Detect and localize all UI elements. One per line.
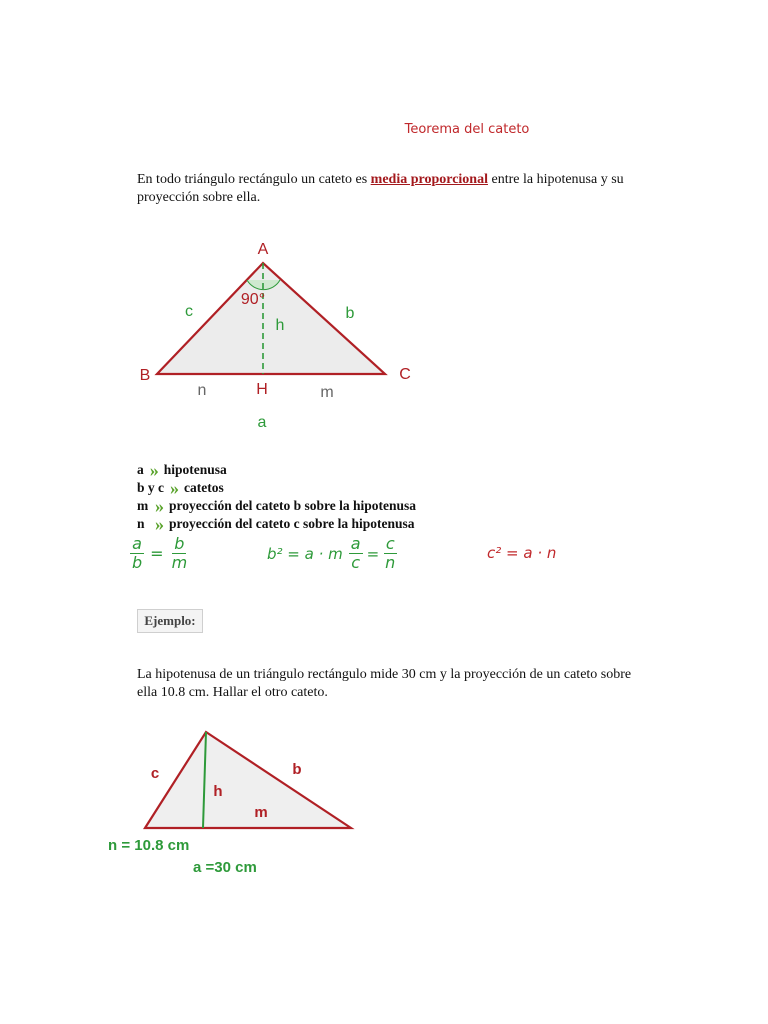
example-height-h-label: h <box>213 783 223 800</box>
vertex-b-label: B <box>139 367 151 384</box>
legend-list <box>137 461 416 533</box>
formula-denominator: c <box>351 553 361 572</box>
example-side-c-label: c <box>150 765 160 782</box>
equals-sign: = <box>150 544 164 563</box>
formula-numerator: b <box>174 534 185 553</box>
legend-item <box>137 461 416 479</box>
example-triangle-figure <box>100 722 370 882</box>
vertex-a-label: A <box>257 241 269 258</box>
example-label: Ejemplo: <box>137 609 203 633</box>
legend-item <box>137 479 416 497</box>
example-paragraph: La hipotenusa de un triángulo rectángulo mide 30 cm y la proyección de un cateto sobre ella 10.8 cm. Hallar el otro cateto. <box>137 667 632 700</box>
foot-h-label: H <box>256 381 268 398</box>
formula-denominator: n <box>385 553 396 572</box>
legend-text: catetos <box>184 480 224 495</box>
segment-n-label: n <box>197 382 207 399</box>
intro-text-after: entre la hipotenusa y su proyección sobre ella. <box>137 172 624 205</box>
double-chevron-icon: » <box>170 478 179 498</box>
legend-key: n <box>137 516 145 531</box>
example-segment-m-label: m <box>254 804 268 821</box>
formula-numerator: a <box>350 534 361 553</box>
side-b-label: b <box>345 305 355 322</box>
formula-numerator: c <box>385 534 395 553</box>
double-chevron-icon: » <box>149 460 159 480</box>
legend-text: hipotenusa <box>163 462 227 477</box>
double-chevron-icon: » <box>155 514 164 534</box>
formula-b-squared-text: b² = a · m <box>267 544 343 563</box>
side-c-label: c <box>185 303 193 320</box>
formula-denominator: m <box>171 553 188 572</box>
example-side-b-label: b <box>292 761 302 778</box>
height-h-label: h <box>275 317 285 334</box>
legend-key: a <box>137 462 144 477</box>
legend-item <box>137 497 416 515</box>
segment-m-label: m <box>320 384 334 401</box>
double-chevron-icon: » <box>155 496 164 516</box>
formula-ratio-b <box>130 535 189 572</box>
legend-key: m <box>137 498 149 513</box>
angle-90-label: 90° <box>240 291 266 308</box>
formula-numerator: a <box>132 534 142 553</box>
example-n-value: n = 10.8 cm <box>108 837 190 854</box>
legend-text: proyección del cateto c sobre la hipotenusa <box>169 516 415 531</box>
example-triangle <box>145 732 351 828</box>
hypotenuse-a-label: a <box>257 414 267 431</box>
intro-paragraph <box>137 171 657 207</box>
legend-text: proyección del cateto b sobre la hipotenusa <box>169 498 417 513</box>
example-a-value: a =30 cm <box>193 859 257 876</box>
formula-b-squared <box>267 535 397 572</box>
vertex-c-label: C <box>399 366 411 383</box>
right-triangle-figure <box>125 232 425 437</box>
formula-denominator: b <box>132 553 143 572</box>
equals-sign: = <box>366 544 380 563</box>
intro-text-before: En todo triángulo rectángulo un cateto es <box>137 172 371 187</box>
legend-key: b y c <box>137 480 164 495</box>
formula-c-squared: c² = a · n <box>487 544 557 562</box>
media-proporcional-link[interactable]: media proporcional <box>370 172 488 187</box>
page-title: Teorema del cateto <box>404 122 530 137</box>
legend-item <box>137 515 416 533</box>
